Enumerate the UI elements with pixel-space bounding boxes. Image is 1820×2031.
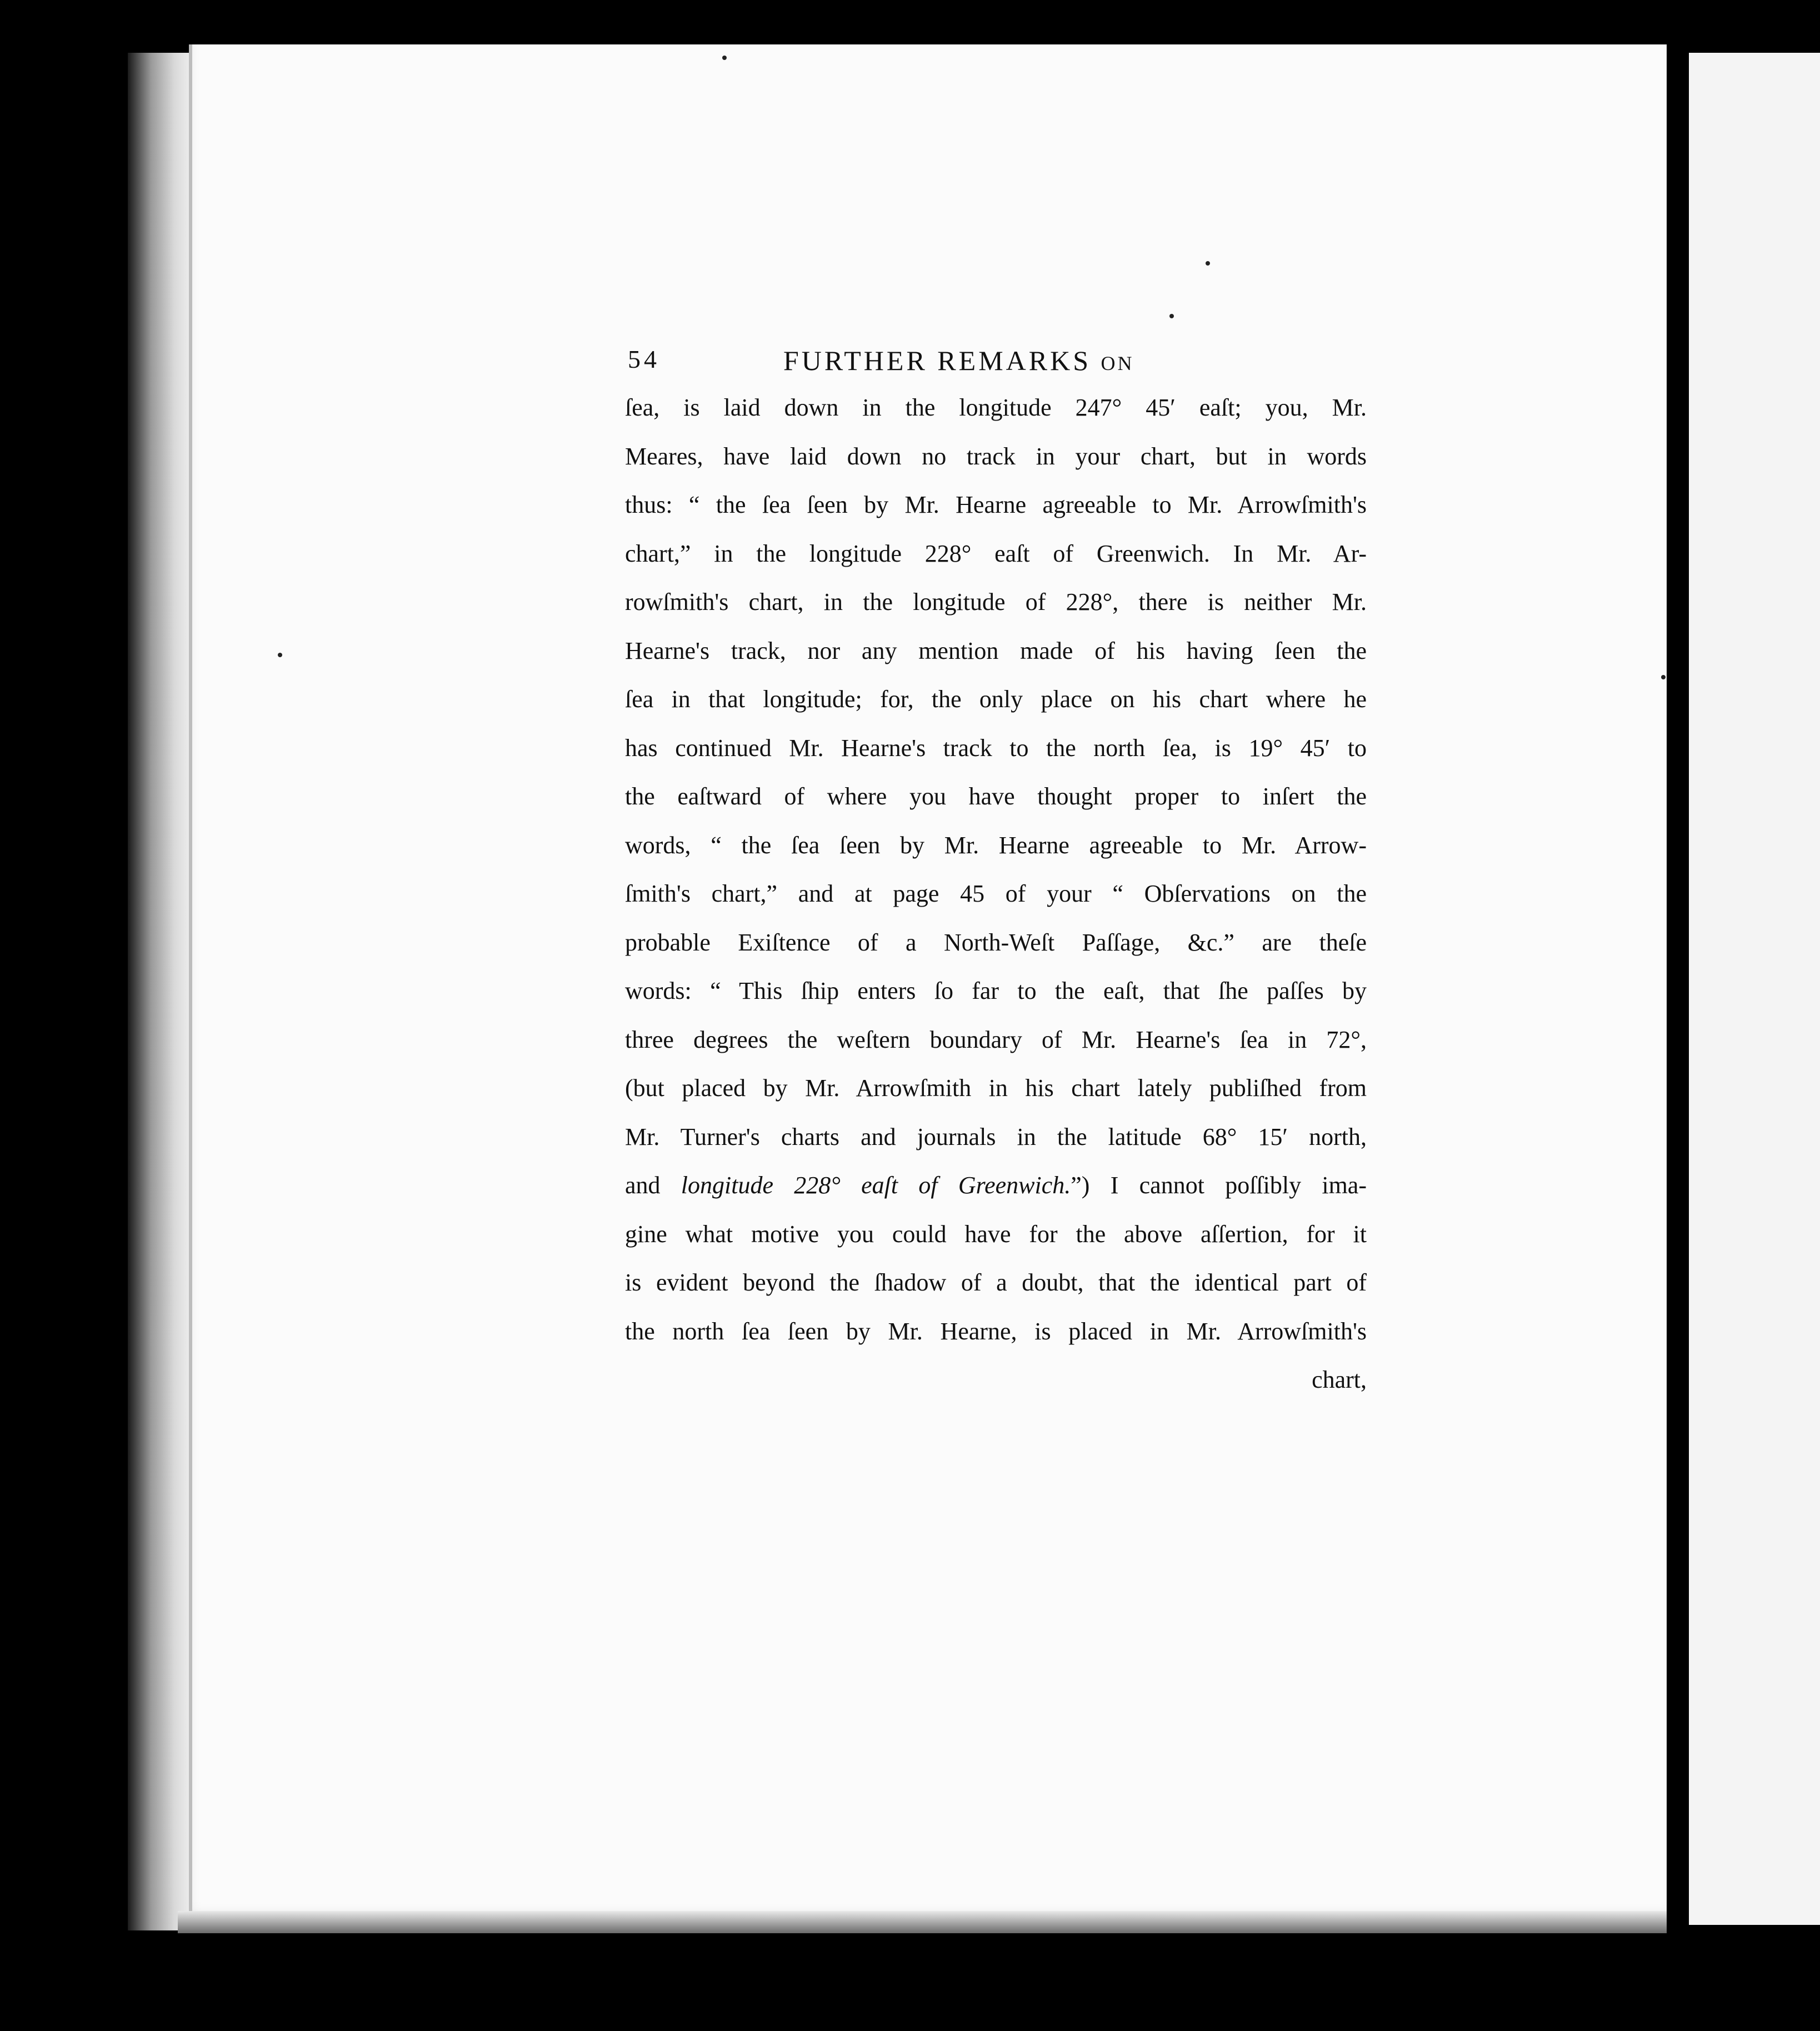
facing-page [1689,53,1820,1925]
text-line: probable Exiſtence of a North-Weſt Paſſage, &c.” are theſe [625,928,1367,956]
page-edges-left [128,53,194,1930]
text-line: is evident beyond the ſhadow of a doubt, that the identical part of [625,1269,1367,1296]
text-segment: and [625,1172,681,1199]
text-line: (but placed by Mr. Arrowſmith in his chart lately publiſhed from [625,1074,1367,1102]
running-title-main: FURTHER REMARKS [783,345,1092,376]
text-line: has continued Mr. Hearne's track to the north ſea, is 19° 45′ to [625,734,1367,762]
running-title-small: ON [1101,352,1134,374]
running-title [783,344,1134,377]
text-line: ſea in that longitude; for, the only place on his chart where he [625,686,1367,713]
speck [722,56,727,60]
text-line: Meares, have laid down no track in your chart, but in words [625,442,1367,470]
text-line: ſmith's chart,” and at page 45 of your “ Obſervations on the [625,880,1367,907]
italic-segment: longitude 228° eaſt of Greenwich. [681,1172,1071,1199]
page-edges-bottom [178,1911,1678,1933]
speck [278,653,282,657]
text-line: Hearne's track, nor any mention made of his having ſeen the [625,637,1367,664]
text-line: ſea, is laid down in the longitude 247° 45′ eaſt; you, Mr. [625,394,1367,421]
gutter [1667,33,1689,1933]
text-line: three degrees the weſtern boundary of Mr. Hearne's ſea in 72°, [625,1025,1367,1053]
speck [1169,314,1174,318]
text-line: the north ſea ſeen by Mr. Hearne, is placed in Mr. Arrowſmith's [625,1317,1367,1345]
body-text [625,383,1367,1404]
catchword: chart, [1312,1366,1367,1393]
text-line: chart,” in the longitude 228° eaſt of Greenwich. In Mr. Ar- [625,539,1367,567]
text-segment: ”) I cannot poſſibly ima- [1071,1172,1367,1199]
text-line: rowſmith's chart, in the longitude of 228°, there is neither Mr. [625,588,1367,616]
text-line: Mr. Turner's charts and journals in the latitude 68° 15′ north, [625,1123,1367,1150]
page-number: 54 [628,345,660,373]
text-line: words, “ the ſea ſeen by Mr. Hearne agreeable to Mr. Arrow- [625,831,1367,859]
text-line: the eaſtward of where you have thought proper to inſert the [625,783,1367,810]
text-line: words: “ This ſhip enters ſo far to the eaſt, that ſhe paſſes by [625,977,1367,1004]
speck [1206,261,1210,266]
running-head [625,333,1367,383]
text-line-mixed [625,1161,1367,1210]
speck [1661,675,1666,679]
text-line: thus: “ the ſea ſeen by Mr. Hearne agreeable to Mr. Arrowſmith's [625,491,1367,518]
text-block [625,333,1367,1404]
text-line: gine what motive you could have for the above aſſertion, for it [625,1220,1367,1248]
